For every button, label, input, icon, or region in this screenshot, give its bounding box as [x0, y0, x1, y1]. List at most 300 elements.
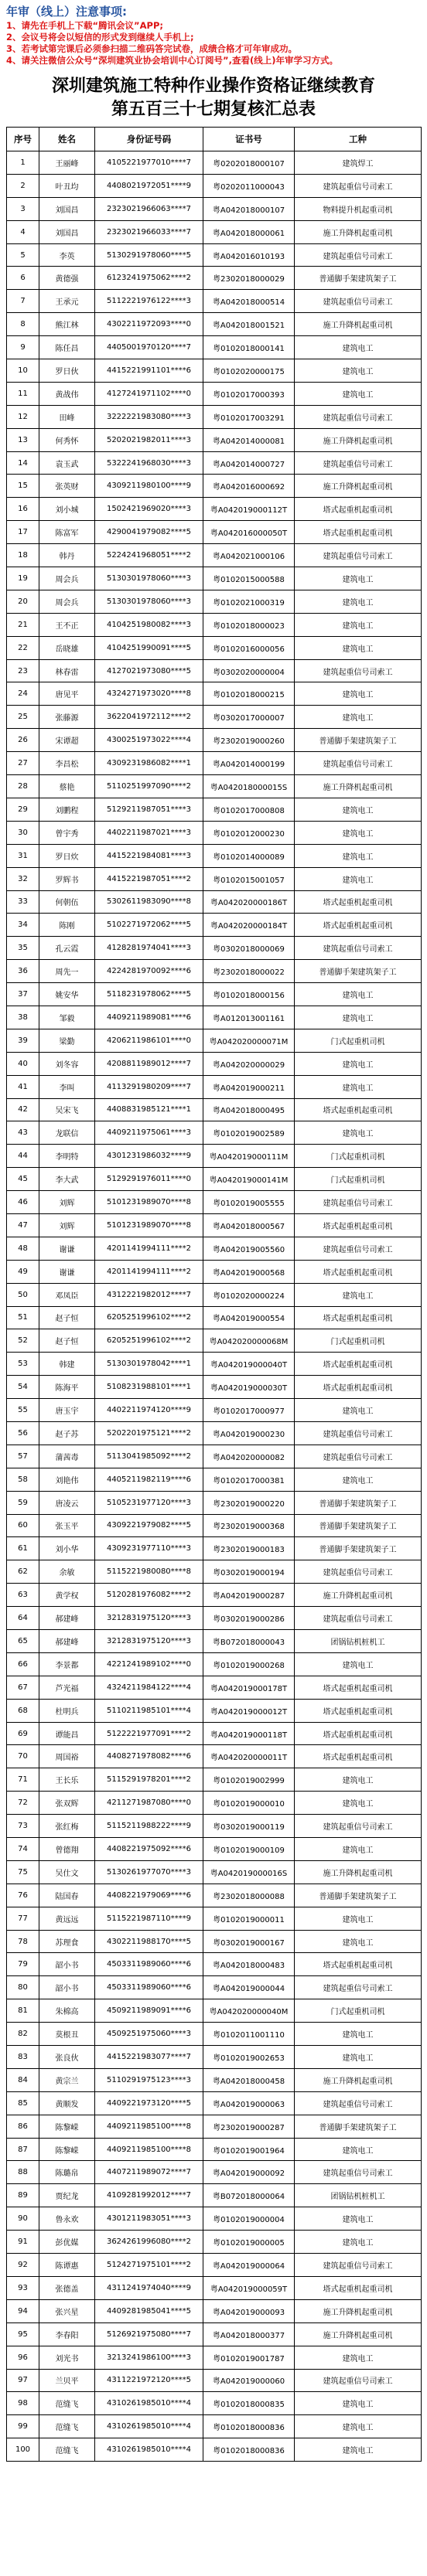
cell-trade: 建筑电工 — [295, 867, 422, 890]
cell-index: 50 — [7, 1283, 39, 1306]
table-row — [7, 1098, 422, 1121]
cell-trade: 施工升降机起重司机 — [295, 475, 422, 498]
cell-certificate-number: 粤0102014000089 — [203, 844, 295, 867]
cell-certificate-number: 粤0102018000215 — [203, 682, 295, 706]
cell-trade: 建筑电工 — [295, 2415, 422, 2438]
table-row — [7, 1745, 422, 1768]
cell-index: 66 — [7, 1652, 39, 1676]
table-row — [7, 2392, 422, 2415]
cell-trade: 团锅钻机桩机工 — [295, 1630, 422, 1653]
cell-trade: 普通脚手架建筑架子工 — [295, 1514, 422, 1537]
cell-index: 31 — [7, 844, 39, 867]
cell-name: 刘小华 — [39, 1537, 95, 1560]
cell-index: 79 — [7, 1953, 39, 1976]
table-row — [7, 1075, 422, 1098]
cell-name: 杜明兵 — [39, 1699, 95, 1722]
cell-index: 41 — [7, 1075, 39, 1098]
table-row — [7, 1191, 422, 1214]
cell-name: 王丽峰 — [39, 151, 95, 175]
cell-name: 曾德翔 — [39, 1838, 95, 1861]
cell-id-number: 5102271972062****5 — [95, 914, 203, 937]
cell-id-number: 5129291976011****0 — [95, 1168, 203, 1191]
cell-id-number: 5110291975123****3 — [95, 2068, 203, 2091]
cell-trade: 塔式起重机起重司机 — [295, 1676, 422, 1699]
cell-certificate-number: 粤B072018000064 — [203, 2184, 295, 2207]
cell-index: 54 — [7, 1376, 39, 1399]
cell-id-number: 5112221976122****3 — [95, 290, 203, 313]
cell-trade: 施工升降机起重司机 — [295, 2322, 422, 2346]
cell-certificate-number: 粤A042020000011T — [203, 1745, 295, 1768]
cell-index: 86 — [7, 2115, 39, 2138]
cell-name: 李明特 — [39, 1145, 95, 1168]
table-row — [7, 1722, 422, 1745]
cell-name: 陈黎嵘 — [39, 2138, 95, 2161]
table-row — [7, 1468, 422, 1491]
cell-name: 王长乐 — [39, 1768, 95, 1792]
cell-certificate-number: 粤2302019000287 — [203, 2115, 295, 2138]
cell-index: 47 — [7, 1213, 39, 1237]
cell-name: 林春雷 — [39, 659, 95, 682]
cell-name: 韩建 — [39, 1353, 95, 1376]
table-row — [7, 729, 422, 752]
cell-trade: 普通脚手架建筑架子工 — [295, 1537, 422, 1560]
cell-id-number: 5322241968030****3 — [95, 451, 203, 475]
table-row — [7, 1283, 422, 1306]
cell-name: 范缝飞 — [39, 2392, 95, 2415]
cell-trade: 建筑电工 — [295, 1468, 422, 1491]
cell-certificate-number: 粤A012013001161 — [203, 1006, 295, 1029]
cell-index: 23 — [7, 659, 39, 682]
cell-id-number: 4113291980209****7 — [95, 1075, 203, 1098]
cell-certificate-number: 粤A042020000029 — [203, 1052, 295, 1075]
cell-name: 宋谭超 — [39, 729, 95, 752]
cell-name: 邓凤臣 — [39, 1283, 95, 1306]
cell-name: 王不正 — [39, 613, 95, 636]
cell-index: 69 — [7, 1722, 39, 1745]
cell-name: 李英 — [39, 243, 95, 267]
cell-name: 岳晓雄 — [39, 636, 95, 659]
cell-trade: 建筑电工 — [295, 1075, 422, 1098]
table-row — [7, 521, 422, 544]
table-row — [7, 475, 422, 498]
cell-index: 52 — [7, 1329, 39, 1353]
cell-id-number: 4408221979069****6 — [95, 1884, 203, 1907]
cell-trade: 建筑电工 — [295, 590, 422, 613]
cell-certificate-number: 粤A042014000081 — [203, 428, 295, 451]
cell-id-number: 4201141994111****2 — [95, 1260, 203, 1283]
cell-name: 谢谦 — [39, 1237, 95, 1260]
cell-certificate-number: 粤0102019000011 — [203, 1907, 295, 1930]
cell-index: 13 — [7, 428, 39, 451]
cell-name: 刘国昌 — [39, 197, 95, 220]
cell-name: 黄战伟 — [39, 382, 95, 405]
cell-trade: 普通脚手架建筑架子工 — [295, 960, 422, 983]
table-row — [7, 1399, 422, 1422]
cell-name: 兰贝平 — [39, 2369, 95, 2392]
cell-trade: 塔式起重机起重司机 — [295, 498, 422, 521]
table-row — [7, 1768, 422, 1792]
cell-index: 7 — [7, 290, 39, 313]
table-row — [7, 1260, 422, 1283]
title-line-1: 深圳建筑施工特种作业操作资格证继续教育 — [51, 76, 375, 96]
table-body — [7, 151, 422, 2462]
cell-certificate-number: 粤0102019001964 — [203, 2138, 295, 2161]
cell-trade: 建筑起重信号司索工 — [295, 1976, 422, 1999]
cell-name: 李大武 — [39, 1168, 95, 1191]
cell-id-number: 4300251973022****4 — [95, 729, 203, 752]
cell-index: 80 — [7, 1976, 39, 1999]
header-trade: 工种 — [295, 128, 422, 151]
cell-trade: 塔式起重机起重司机 — [295, 1745, 422, 1768]
title-line-2: 第五百三十七期复核汇总表 — [111, 99, 316, 119]
cell-certificate-number: 粤A042020000040M — [203, 1999, 295, 2023]
cell-trade: 建筑电工 — [295, 1907, 422, 1930]
cell-index: 20 — [7, 590, 39, 613]
cell-trade: 建筑电工 — [295, 983, 422, 1006]
cell-id-number: 3622041972112****2 — [95, 706, 203, 729]
cell-name: 叶丑均 — [39, 174, 95, 197]
cell-index: 30 — [7, 821, 39, 844]
cell-index: 48 — [7, 1237, 39, 1260]
cell-id-number: 4408831985121****1 — [95, 1098, 203, 1121]
cell-name: 陈富军 — [39, 521, 95, 544]
header-certificate-number: 证书号 — [203, 128, 295, 151]
cell-certificate-number: 粤2302019000368 — [203, 1514, 295, 1537]
cell-name: 芦光福 — [39, 1676, 95, 1699]
cell-certificate-number: 粤0102017000381 — [203, 1468, 295, 1491]
cell-trade: 建筑电工 — [295, 1652, 422, 1676]
cell-name: 谢谦 — [39, 1260, 95, 1283]
cell-trade: 建筑电工 — [295, 359, 422, 383]
cell-certificate-number: 粤A042019000287 — [203, 1584, 295, 1607]
cell-id-number: 4104251980082****3 — [95, 613, 203, 636]
cell-name: 赵子恒 — [39, 1329, 95, 1353]
table-row — [7, 636, 422, 659]
cell-trade: 施工升降机起重司机 — [295, 220, 422, 243]
cell-name: 周会兵 — [39, 590, 95, 613]
cell-certificate-number: 粤A042018000483 — [203, 1953, 295, 1976]
cell-trade: 建筑电工 — [295, 2231, 422, 2254]
cell-certificate-number: 粤A042018000458 — [203, 2068, 295, 2091]
cell-index: 91 — [7, 2231, 39, 2254]
cell-index: 29 — [7, 798, 39, 821]
cell-certificate-number: 粤0102018000836 — [203, 2438, 295, 2462]
cell-trade: 建筑起重信号司索工 — [295, 1815, 422, 1838]
cell-certificate-number: 粤A042019000112T — [203, 498, 295, 521]
cell-certificate-number: 粤0102019002589 — [203, 1121, 295, 1145]
cell-trade: 建筑起重信号司索工 — [295, 1191, 422, 1214]
cell-index: 46 — [7, 1191, 39, 1214]
cell-index: 16 — [7, 498, 39, 521]
certificate-table — [6, 127, 422, 2462]
cell-id-number: 4409211985100****8 — [95, 2138, 203, 2161]
cell-trade: 施工升降机起重司机 — [295, 775, 422, 798]
cell-name: 曾宇秀 — [39, 821, 95, 844]
cell-id-number: 4211271987080****0 — [95, 1792, 203, 1815]
cell-trade: 施工升降机起重司机 — [295, 1860, 422, 1884]
cell-trade: 塔式起重机起重司机 — [295, 1376, 422, 1399]
cell-trade: 建筑电工 — [295, 798, 422, 821]
cell-certificate-number: 粤A042019005560 — [203, 1237, 295, 1260]
cell-id-number: 4415221991101****6 — [95, 359, 203, 383]
cell-certificate-number: 粤2302018000022 — [203, 960, 295, 983]
cell-index: 82 — [7, 2023, 39, 2046]
cell-certificate-number: 粤A042019000211 — [203, 1075, 295, 1098]
cell-trade: 建筑电工 — [295, 2392, 422, 2415]
cell-id-number: 4309221979082****5 — [95, 1514, 203, 1537]
table-row — [7, 428, 422, 451]
cell-certificate-number: 粤0102018000835 — [203, 2392, 295, 2415]
table-row — [7, 1514, 422, 1537]
cell-certificate-number: 粤0102018000023 — [203, 613, 295, 636]
cell-trade: 建筑电工 — [295, 613, 422, 636]
cell-id-number: 5118231978062****5 — [95, 983, 203, 1006]
cell-index: 62 — [7, 1560, 39, 1584]
cell-certificate-number: 粤0302019000194 — [203, 1560, 295, 1584]
cell-name: 张红梅 — [39, 1815, 95, 1838]
cell-index: 44 — [7, 1145, 39, 1168]
cell-certificate-number: 粤2302019000220 — [203, 1491, 295, 1514]
cell-id-number: 4311221972120****5 — [95, 2369, 203, 2392]
cell-index: 100 — [7, 2438, 39, 2462]
cell-certificate-number: 粤A042019000060 — [203, 2369, 295, 2392]
cell-id-number: 1502421969020****3 — [95, 498, 203, 521]
cell-id-number: 6123241975062****2 — [95, 267, 203, 290]
cell-id-number: 2323021966033****7 — [95, 220, 203, 243]
cell-id-number: 6205251996102****2 — [95, 1329, 203, 1353]
table-row — [7, 1676, 422, 1699]
cell-id-number: 6205251996102****2 — [95, 1306, 203, 1329]
cell-name: 孔云霞 — [39, 937, 95, 960]
cell-id-number: 4409211975061****3 — [95, 1121, 203, 1145]
cell-name: 刘小城 — [39, 498, 95, 521]
cell-certificate-number: 粤B072018000043 — [203, 1630, 295, 1653]
cell-index: 1 — [7, 151, 39, 175]
cell-certificate-number: 粤0102019000109 — [203, 1838, 295, 1861]
cell-id-number: 4408271978082****6 — [95, 1745, 203, 1768]
cell-certificate-number: 粤A042021000106 — [203, 544, 295, 567]
cell-trade: 施工升降机起重司机 — [295, 1584, 422, 1607]
cell-name: 吴仕文 — [39, 1860, 95, 1884]
cell-index: 12 — [7, 405, 39, 428]
cell-certificate-number: 粤A042019000568 — [203, 1260, 295, 1283]
table-row — [7, 706, 422, 729]
cell-trade: 建筑电工 — [295, 706, 422, 729]
cell-name: 周会兵 — [39, 567, 95, 590]
cell-id-number: 4301231986032****9 — [95, 1145, 203, 1168]
cell-certificate-number: 粤A042019000012T — [203, 1699, 295, 1722]
cell-id-number: 4407211989072****7 — [95, 2161, 203, 2184]
cell-id-number: 5113041985092****2 — [95, 1445, 203, 1468]
cell-name: 张藤源 — [39, 706, 95, 729]
cell-trade: 建筑起重信号司索工 — [295, 544, 422, 567]
cell-certificate-number: 粤0102019000010 — [203, 1792, 295, 1815]
cell-trade: 建筑起重信号司索工 — [295, 290, 422, 313]
cell-certificate-number: 粤A042016000050T — [203, 521, 295, 544]
cell-index: 63 — [7, 1584, 39, 1607]
cell-certificate-number: 粤0202018000107 — [203, 151, 295, 175]
cell-trade: 建筑电工 — [295, 1283, 422, 1306]
cell-index: 59 — [7, 1491, 39, 1514]
cell-name: 陆国春 — [39, 1884, 95, 1907]
table-row — [7, 290, 422, 313]
cell-id-number: 4127241971102****0 — [95, 382, 203, 405]
table-row — [7, 1029, 422, 1052]
cell-id-number: 5126921975080****7 — [95, 2322, 203, 2346]
cell-name: 刘冬容 — [39, 1052, 95, 1075]
cell-trade: 建筑电工 — [295, 2346, 422, 2369]
cell-id-number: 4408221975092****6 — [95, 1838, 203, 1861]
cell-certificate-number: 粤A042018000061 — [203, 220, 295, 243]
cell-index: 26 — [7, 729, 39, 752]
table-row — [7, 914, 422, 937]
cell-certificate-number: 粤A042020000071M — [203, 1029, 295, 1052]
cell-certificate-number: 粤0102016000056 — [203, 636, 295, 659]
cell-name: 张英财 — [39, 475, 95, 498]
header-index: 序号 — [7, 128, 39, 151]
cell-certificate-number: 粤A042019000044 — [203, 1976, 295, 1999]
cell-name: 范缝飞 — [39, 2415, 95, 2438]
cell-name: 余敏 — [39, 1560, 95, 1584]
cell-certificate-number: 粤0202011000043 — [203, 174, 295, 197]
cell-trade: 门式起重机司机 — [295, 1145, 422, 1168]
cell-id-number: 5202021982011****3 — [95, 428, 203, 451]
cell-certificate-number: 粤A042018000514 — [203, 290, 295, 313]
cell-id-number: 4509251975060****3 — [95, 2023, 203, 2046]
cell-trade: 门式起重机司机 — [295, 1029, 422, 1052]
cell-index: 97 — [7, 2369, 39, 2392]
cell-certificate-number: 粤0302019000167 — [203, 1930, 295, 1953]
cell-certificate-number: 粤A042019000040T — [203, 1353, 295, 1376]
cell-certificate-number: 粤0102015000588 — [203, 567, 295, 590]
table-row — [7, 2276, 422, 2299]
table-row — [7, 1353, 422, 1376]
cell-name: 黄远远 — [39, 1907, 95, 1930]
cell-trade: 建筑起重信号司索工 — [295, 451, 422, 475]
table-row — [7, 1976, 422, 1999]
cell-certificate-number: 粤A042018000567 — [203, 1213, 295, 1237]
cell-trade: 建筑电工 — [295, 682, 422, 706]
cell-index: 22 — [7, 636, 39, 659]
cell-certificate-number: 粤2302018000029 — [203, 267, 295, 290]
cell-index: 32 — [7, 867, 39, 890]
cell-certificate-number: 粤A042018001521 — [203, 313, 295, 336]
cell-index: 19 — [7, 567, 39, 590]
cell-trade: 建筑电工 — [295, 1792, 422, 1815]
table-row — [7, 2322, 422, 2346]
table-row — [7, 1792, 422, 1815]
cell-trade: 建筑起重信号司索工 — [295, 1237, 422, 1260]
cell-id-number: 4503311989060****6 — [95, 1976, 203, 1999]
cell-name: 赵子苏 — [39, 1421, 95, 1445]
cell-id-number: 4309231986082****1 — [95, 752, 203, 775]
cell-index: 56 — [7, 1421, 39, 1445]
cell-certificate-number: 粤0102019000004 — [203, 2207, 295, 2231]
table-header-row — [7, 128, 422, 151]
cell-id-number: 4415221984081****3 — [95, 844, 203, 867]
cell-certificate-number: 粤A042019000178T — [203, 1676, 295, 1699]
cell-id-number: 4409281985041****5 — [95, 2299, 203, 2322]
cell-id-number: 4309211980100****9 — [95, 475, 203, 498]
cell-trade: 建筑电工 — [295, 2207, 422, 2231]
cell-id-number: 4201141994111****2 — [95, 1237, 203, 1260]
cell-index: 61 — [7, 1537, 39, 1560]
table-row — [7, 798, 422, 821]
cell-certificate-number: 粤0102020000224 — [203, 1283, 295, 1306]
cell-certificate-number: 粤0102019000268 — [203, 1652, 295, 1676]
cell-index: 34 — [7, 914, 39, 937]
cell-certificate-number: 粤A042019000064 — [203, 2254, 295, 2277]
cell-certificate-number: 粤A042019000141M — [203, 1168, 295, 1191]
cell-id-number: 5129211987051****3 — [95, 798, 203, 821]
cell-trade: 塔式起重机起重司机 — [295, 2276, 422, 2299]
table-row — [7, 2023, 422, 2046]
cell-id-number: 4408021972051****9 — [95, 174, 203, 197]
cell-index: 93 — [7, 2276, 39, 2299]
cell-trade: 建筑起重信号司索工 — [295, 2161, 422, 2184]
cell-index: 11 — [7, 382, 39, 405]
cell-certificate-number: 粤0102018000141 — [203, 336, 295, 359]
cell-name: 谭能昌 — [39, 1722, 95, 1745]
cell-index: 74 — [7, 1838, 39, 1861]
cell-index: 78 — [7, 1930, 39, 1953]
cell-certificate-number: 粤0102019002653 — [203, 2046, 295, 2069]
cell-id-number: 5130291978060****5 — [95, 243, 203, 267]
table-row — [7, 2415, 422, 2438]
table-row — [7, 2068, 422, 2091]
cell-id-number: 4127021973080****5 — [95, 659, 203, 682]
table-row — [7, 867, 422, 890]
table-row — [7, 1306, 422, 1329]
cell-trade: 建筑起重信号司索工 — [295, 174, 422, 197]
cell-id-number: 2323021966063****7 — [95, 197, 203, 220]
cell-trade: 建筑电工 — [295, 1768, 422, 1792]
cell-index: 60 — [7, 1514, 39, 1537]
cell-trade: 建筑焊工 — [295, 151, 422, 175]
cell-name: 陈刚 — [39, 914, 95, 937]
cell-index: 35 — [7, 937, 39, 960]
cell-name: 张德盖 — [39, 2276, 95, 2299]
cell-id-number: 4402211987021****3 — [95, 821, 203, 844]
cell-name: 郝建峰 — [39, 1630, 95, 1653]
cell-id-number: 3222221983080****3 — [95, 405, 203, 428]
table-row — [7, 2138, 422, 2161]
cell-trade: 建筑电工 — [295, 567, 422, 590]
cell-name: 唐玉宇 — [39, 1399, 95, 1422]
cell-id-number: 4409211989081****6 — [95, 1006, 203, 1029]
table-row — [7, 2254, 422, 2277]
table-row — [7, 1560, 422, 1584]
table-row — [7, 567, 422, 590]
table-row — [7, 1445, 422, 1468]
table-row — [7, 1376, 422, 1399]
cell-trade: 门式起重机司机 — [295, 1168, 422, 1191]
table-row — [7, 313, 422, 336]
cell-certificate-number: 粤0102015001057 — [203, 867, 295, 890]
cell-trade: 塔式起重机起重司机 — [295, 1306, 422, 1329]
table-row — [7, 1815, 422, 1838]
cell-certificate-number: 粤0302017000007 — [203, 706, 295, 729]
table-row — [7, 336, 422, 359]
cell-id-number: 4302211972093****0 — [95, 313, 203, 336]
cell-trade: 建筑起重信号司索工 — [295, 1607, 422, 1630]
cell-trade: 建筑起重信号司索工 — [295, 1421, 422, 1445]
cell-id-number: 4109281992012****7 — [95, 2184, 203, 2207]
cell-index: 83 — [7, 2046, 39, 2069]
cell-certificate-number: 粤0102017003291 — [203, 405, 295, 428]
table-row — [7, 983, 422, 1006]
cell-name: 张兴星 — [39, 2299, 95, 2322]
